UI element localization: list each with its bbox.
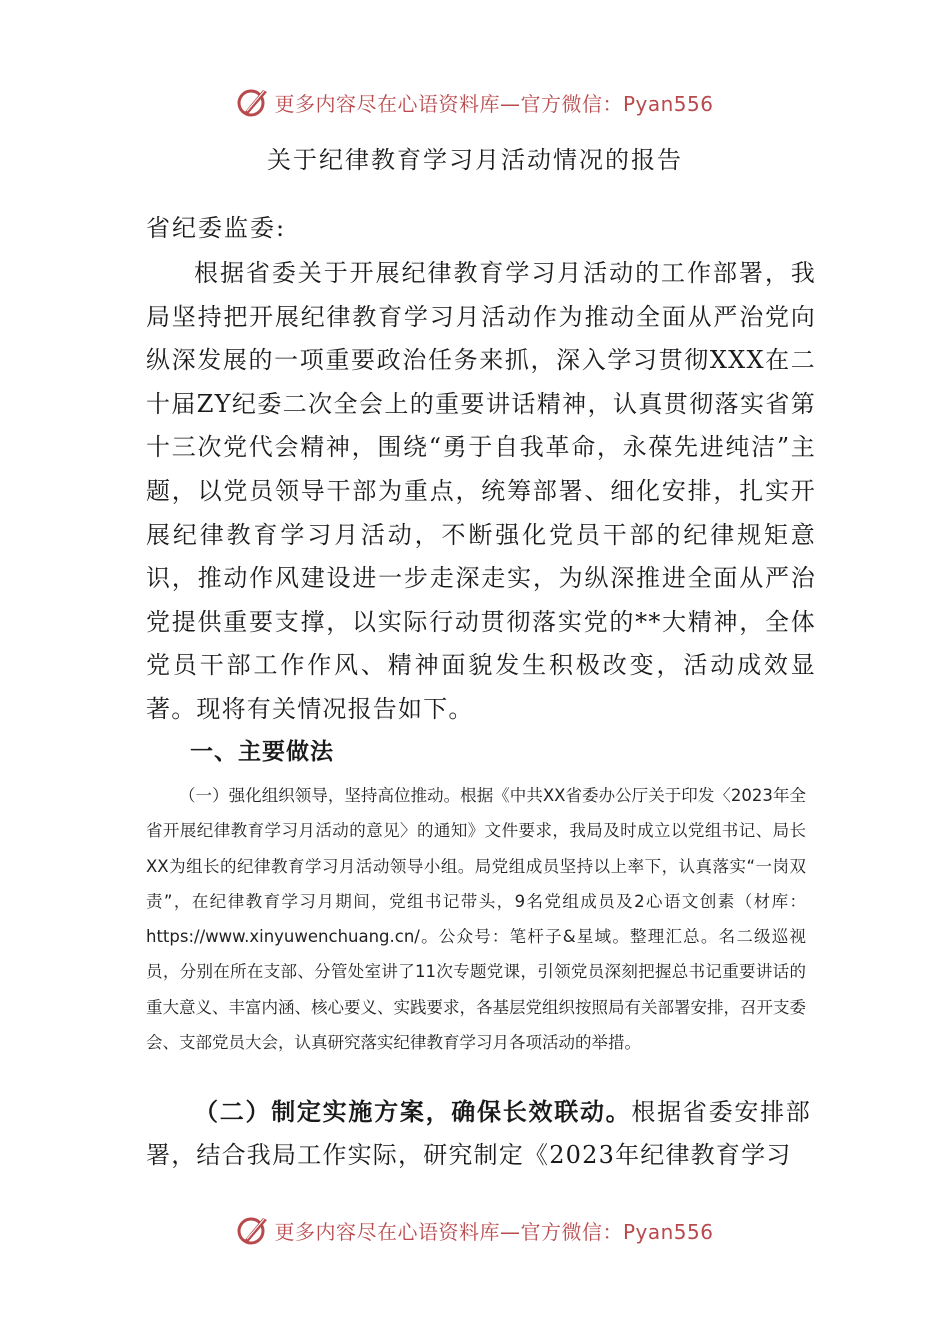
paragraph-body: 根据省委安排部署，结合我局工作实际，研究制定《2023年纪律教育学习 (146, 1098, 812, 1169)
banner-text: 更多内容尽在心语资料库—官方微信：Pyan556 (274, 1219, 714, 1244)
banner-text: 更多内容尽在心语资料库—官方微信：Pyan556 (274, 91, 714, 116)
salutation: 省纪委监委: (146, 214, 287, 242)
paragraph-intro: 根据省委关于开展纪律教育学习月活动的工作部署，我局坚持把开展纪律教育学习月活动作为推动全面从严治党向纵深发展的一项重要政治任务来抓，深入学习贯彻XXX在二十届ZY纪委二次全会上的重要讲话精神，认真贯彻落实省第十三次党代会精神，围绕“勇于自我革命，永葆先进纯洁”主题，以党员领导干部为重点，统筹部署、细化安排，扎实开展纪律教育学习月活动，不断强化党员干部的纪律规矩意识，推动作风建设进一步走深走实，为纵深推进全面从严治党提供重要支撑，以实际行动贯彻落实党的**大精神，全体党员干部工作作风、精神面貌发生积极改变，活动成效显著。现将有关情况报告如下。 (146, 259, 816, 723)
paragraph-organization: （一）强化组织领导，坚持高位推动。根据《中共XX省委办公厅关于印发〈2023年全省开展纪律教育学习月活动的意见〉的通知》文件要求，我局及时成立以党组书记、局长XX为组长的纪律教育学习月活动领导小组。局党组成员坚持以上率下，认真落实“一岗双责”，在纪律教育学习月期间，党组书记带头，9名党组成员及2心语文创素（材库：https://www.xinyuwenchuang.cn/。公众号：笔杆子&星域。整理汇总。名二级巡视员，分别在所在支部、分管处室讲了11次专题党课，引领党员深刻把握总书记重要讲话的重大意义、丰富内涵、核心要义、实践要求，各基层党组织按照局有关部署安排，召开支委会、支部党员大会，认真研究落实纪律教育学习月各项活动的举措。 (146, 786, 806, 1053)
section-heading: 一、主要做法 (190, 738, 334, 765)
quill-circle-icon (236, 1213, 270, 1247)
paragraph-lead: （二）制定实施方案，确保长效联动。 (194, 1097, 632, 1126)
footer-banner (0, 1210, 950, 1250)
document-title: 关于纪律教育学习月活动情况的报告 (267, 146, 683, 174)
quill-circle-icon (236, 85, 270, 119)
paragraph-implementation (146, 1090, 811, 1177)
header-banner (0, 82, 950, 122)
